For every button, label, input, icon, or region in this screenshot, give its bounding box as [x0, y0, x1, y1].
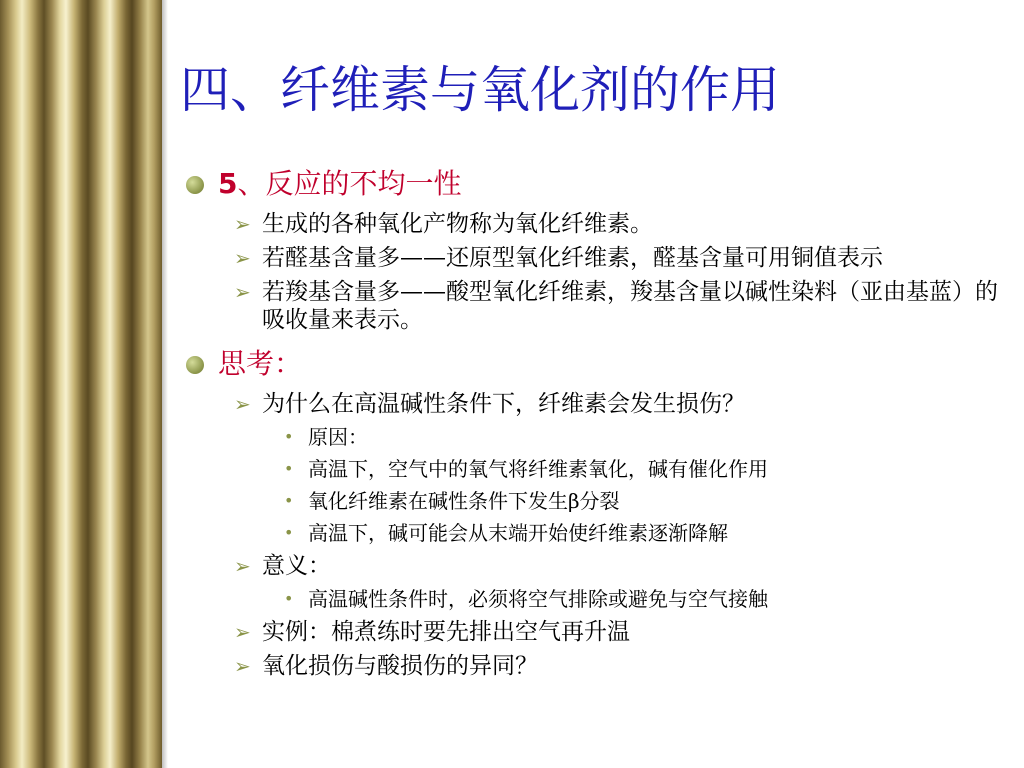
dot-bullet-icon: •: [284, 427, 294, 446]
list-item-text: 若醛基含量多——还原型氧化纤维素，醛基含量可用铜值表示: [262, 245, 883, 271]
dot-bullet-icon: •: [284, 523, 294, 542]
list-item-text: 若羧基含量多——酸型氧化纤维素，羧基含量以碱性染料（亚由基蓝）的吸收量来表示。: [262, 279, 998, 333]
round-bullet-icon: [186, 356, 204, 374]
section-heading-text: 思考：: [218, 347, 303, 380]
list-item: [184, 618, 1004, 646]
arrow-bullet-icon: ➢: [234, 620, 251, 644]
list-item-text: 氧化损伤与酸损伤的异同？: [262, 653, 538, 679]
list-item: [184, 244, 1004, 272]
dot-bullet-icon: •: [284, 459, 294, 478]
sub-list-item-text: 高温下，碱可能会从末端开始使纤维素逐渐降解: [308, 521, 728, 545]
pillar-shadow: [162, 0, 168, 768]
dot-bullet-icon: •: [284, 491, 294, 510]
sub-list-item: [184, 424, 1004, 450]
section-heading: [184, 344, 1004, 384]
section-heading-text: 5、反应的不均一性: [218, 167, 462, 200]
arrow-bullet-icon: ➢: [234, 654, 251, 678]
slide-content: [184, 164, 1004, 680]
sub-list-item: [184, 456, 1004, 482]
sub-list-item-text: 氧化纤维素在碱性条件下发生β分裂: [308, 489, 620, 513]
sub-list-item: [184, 520, 1004, 546]
list-item-text: 实例：棉煮练时要先排出空气再升温: [262, 619, 630, 645]
sub-list-item: [184, 488, 1004, 514]
list-item: [184, 390, 1004, 418]
round-bullet-icon: [186, 176, 204, 194]
slide-title: 四、纤维素与氧化剂的作用: [180, 61, 780, 119]
dot-bullet-icon: •: [284, 589, 294, 608]
list-item-text: 为什么在高温碱性条件下，纤维素会发生损伤？: [262, 391, 745, 417]
arrow-bullet-icon: ➢: [234, 212, 251, 236]
list-item-text: 意义：: [262, 553, 331, 579]
list-item: [184, 278, 1004, 334]
arrow-bullet-icon: ➢: [234, 246, 251, 270]
sub-list-item-text: 原因：: [308, 425, 368, 449]
arrow-bullet-icon: ➢: [234, 280, 251, 304]
list-item: [184, 552, 1004, 580]
list-item: [184, 210, 1004, 238]
list-item: [184, 652, 1004, 680]
list-item-text: 生成的各种氧化产物称为氧化纤维素。: [262, 211, 653, 237]
sub-list-item-text: 高温下，空气中的氧气将纤维素氧化，碱有催化作用: [308, 457, 768, 481]
arrow-bullet-icon: ➢: [234, 392, 251, 416]
section-number: 5: [218, 167, 238, 200]
sub-list-item: [184, 586, 1004, 612]
section-heading: [184, 164, 1004, 204]
decorative-pillar: [0, 0, 162, 768]
arrow-bullet-icon: ➢: [234, 554, 251, 578]
sub-list-item-text: 高温碱性条件时，必须将空气排除或避免与空气接触: [308, 587, 768, 611]
